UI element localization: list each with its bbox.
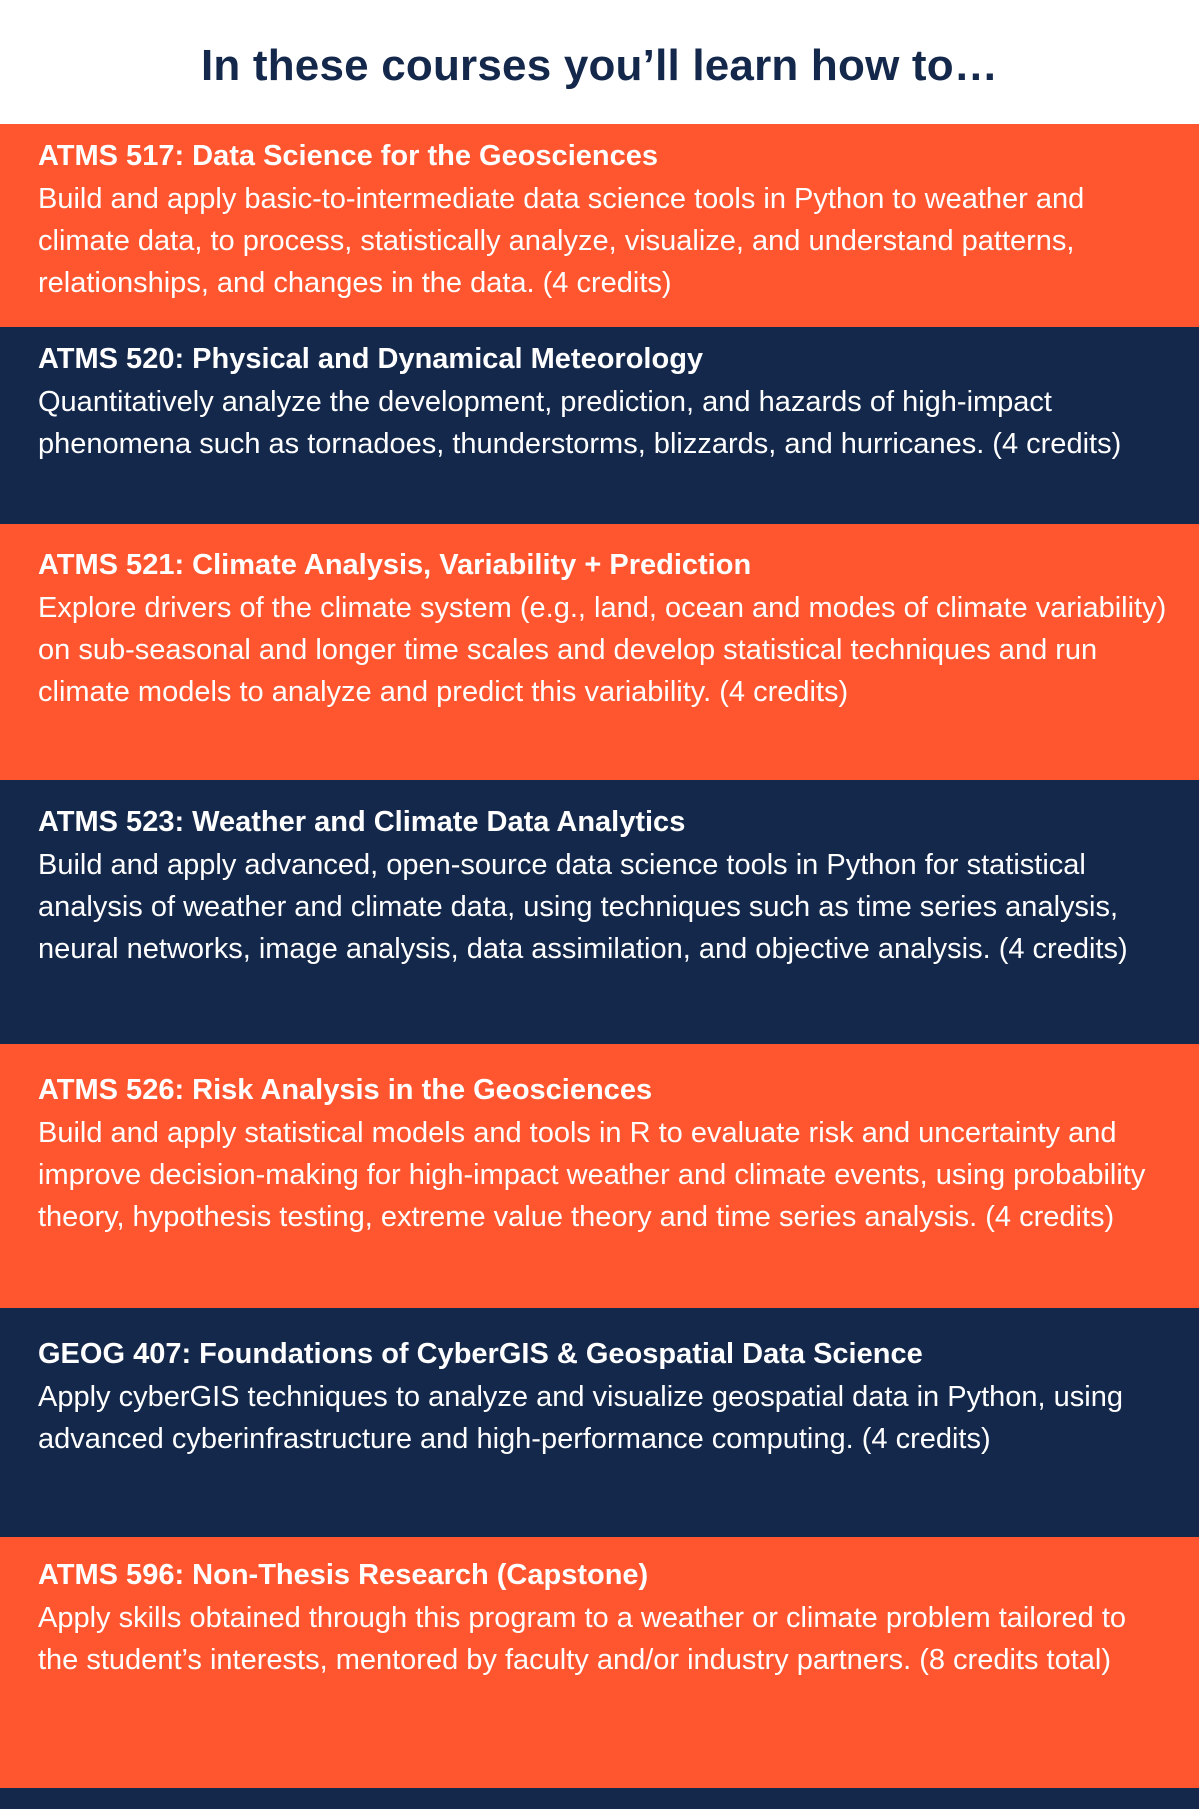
- course-description: Apply cyberGIS techniques to analyze and visualize geospatial data in Python, using advanced cyberinfrastructure and high-performance computing. (4 credits): [38, 1381, 1123, 1455]
- course-title: GEOG 407: Foundations of CyberGIS & Geospatial Data Science: [38, 1338, 923, 1370]
- course-description: Apply skills obtained through this program to a weather or climate problem tailored to the student’s interests, mentored by faculty and/or industry partners. (8 credits total): [38, 1602, 1127, 1676]
- course-title: ATMS 523: Weather and Climate Data Analytics: [38, 806, 686, 838]
- course-card-atms-523: [0, 780, 1199, 1044]
- course-card-atms-526: [0, 1044, 1199, 1308]
- page-title: In these courses you’ll learn how to…: [200, 41, 999, 90]
- course-description: Build and apply statistical models and tools in R to evaluate risk and uncertainty and improve decision-making for high-impact weather and climate events, using probability theory, hypothesis testing, extreme value theory and time series analysis. (4 credits): [38, 1117, 1146, 1233]
- course-card-atms-596: [0, 1537, 1199, 1788]
- course-description: Build and apply basic-to-intermediate data science tools in Python to weather and climate data, to process, statistically analyze, visualize, and understand patterns, relationships, and changes in the data. (4 credits): [38, 183, 1085, 299]
- course-title: ATMS 596: Non-Thesis Research (Capstone): [38, 1559, 649, 1591]
- course-description: Build and apply advanced, open-source data science tools in Python for statistical analysis of weather and climate data, using techniques such as time series analysis, neural networks, image analysis, data assimilation, and objective analysis. (4 credits): [38, 849, 1128, 965]
- course-title: ATMS 517: Data Science for the Geosciences: [38, 140, 658, 172]
- course-title: ATMS 521: Climate Analysis, Variability + Prediction: [38, 549, 752, 581]
- course-card-atms-517: [0, 124, 1199, 327]
- bottom-strip: [0, 1788, 1199, 1809]
- course-card-atms-520: [0, 327, 1199, 524]
- course-title: ATMS 526: Risk Analysis in the Geosciences: [38, 1074, 653, 1106]
- course-description: Quantitatively analyze the development, prediction, and hazards of high-impact phenomena such as tornadoes, thunderstorms, blizzards, and hurricanes. (4 credits): [38, 386, 1122, 460]
- course-description: Explore drivers of the climate system (e.g., land, ocean and modes of climate variability) on sub-seasonal and longer time scales and develop statistical techniques and run climate models to analyze and predict this variability. (4 credits): [38, 592, 1167, 708]
- course-title: ATMS 520: Physical and Dynamical Meteorology: [38, 343, 704, 375]
- course-card-atms-521: [0, 524, 1199, 780]
- course-card-geog-407: [0, 1308, 1199, 1537]
